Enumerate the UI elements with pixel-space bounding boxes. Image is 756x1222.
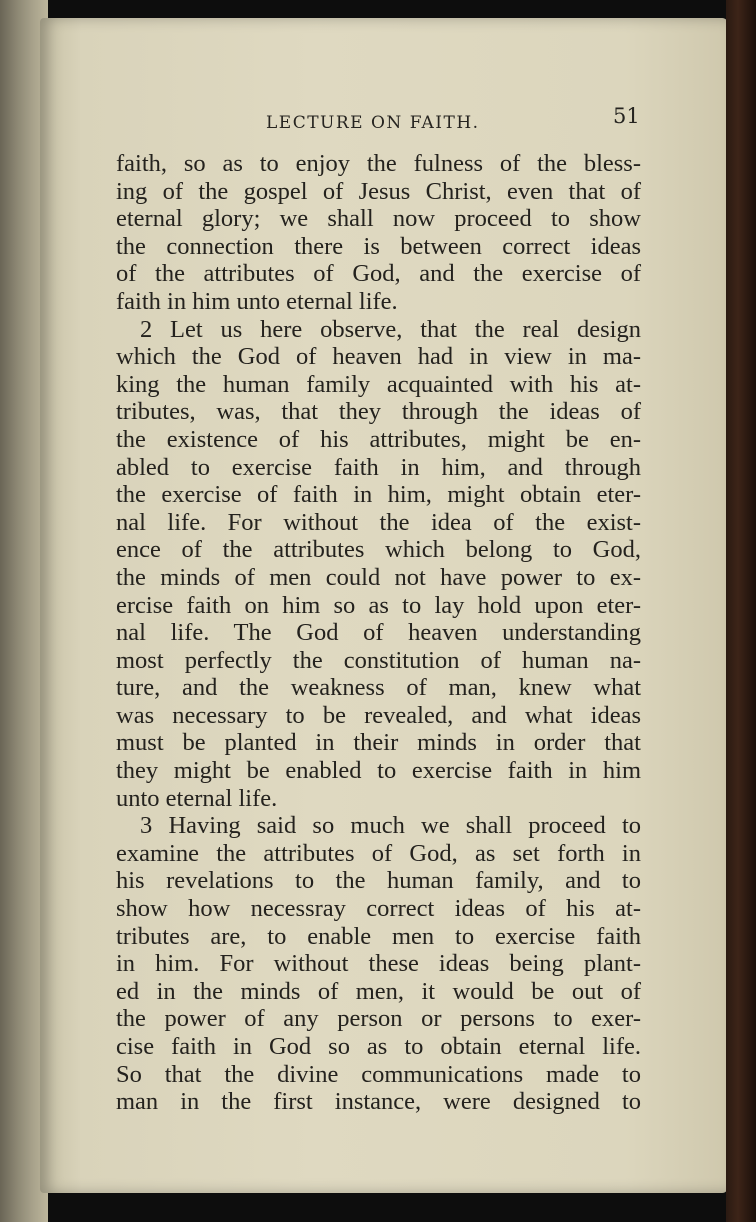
text-line: ercise faith on him so as to lay hold upon eter- [116, 591, 641, 619]
text-line: ed in the minds of men, it would be out of [116, 977, 641, 1005]
text-line: faith, so as to enjoy the fulness of the bless- [116, 150, 641, 177]
text-line: nal life. The God of heaven understanding [116, 619, 641, 647]
text-line: of the attributes of God, and the exercise of [116, 260, 641, 288]
text-line: tributes, was, that they through the ideas of [116, 398, 641, 426]
body-text [116, 150, 641, 1116]
text-line: 3 Having said so much we shall proceed to [140, 812, 641, 840]
text-line: man in the first instance, were designed to [116, 1088, 641, 1116]
text-line: in him. For without these ideas being plant- [116, 950, 641, 978]
text-line: must be planted in their minds in order that [116, 729, 641, 757]
book-cover-edge [726, 0, 756, 1222]
text-line: ing of the gospel of Jesus Christ, even that of [116, 177, 641, 205]
text-line: they might be enabled to exercise faith in him [116, 757, 641, 785]
text-line: was necessary to be revealed, and what ideas [116, 701, 641, 729]
running-title: LECTURE ON FAITH. [266, 113, 480, 133]
text-line: faith in him unto eternal life. [116, 287, 398, 315]
text-line: the power of any person or persons to exer- [116, 1005, 641, 1033]
text-line: abled to exercise faith in him, and through [116, 453, 641, 481]
text-line: the connection there is between correct ideas [116, 232, 641, 260]
text-line: eternal glory; we shall now proceed to show [116, 205, 641, 233]
text-line: nal life. For without the idea of the exist- [116, 508, 641, 536]
text-line: examine the attributes of God, as set forth in [116, 839, 641, 867]
text-line: which the God of heaven had in view in ma- [116, 343, 641, 371]
text-line: ence of the attributes which belong to God, [116, 536, 641, 564]
text-line: So that the divine communications made to [116, 1060, 641, 1088]
text-line: 2 Let us here observe, that the real design [140, 315, 641, 343]
text-line: ture, and the weakness of man, knew what [116, 674, 641, 702]
text-line: the exercise of faith in him, might obtain eter- [116, 481, 641, 509]
text-line: his revelations to the human family, and to [116, 867, 641, 895]
page-number: 51 [613, 104, 640, 128]
text-line: king the human family acquainted with his at- [116, 370, 641, 398]
text-line: the minds of men could not have power to ex- [116, 563, 641, 591]
text-line: unto eternal life. [116, 784, 278, 812]
text-line: show how necessray correct ideas of his at- [116, 895, 641, 923]
text-line: most perfectly the constitution of human na- [116, 646, 641, 674]
text-line: the existence of his attributes, might be en- [116, 425, 641, 453]
text-line: cise faith in God so as to obtain eternal life. [116, 1033, 641, 1060]
text-line: tributes are, to enable men to exercise faith [116, 922, 641, 950]
